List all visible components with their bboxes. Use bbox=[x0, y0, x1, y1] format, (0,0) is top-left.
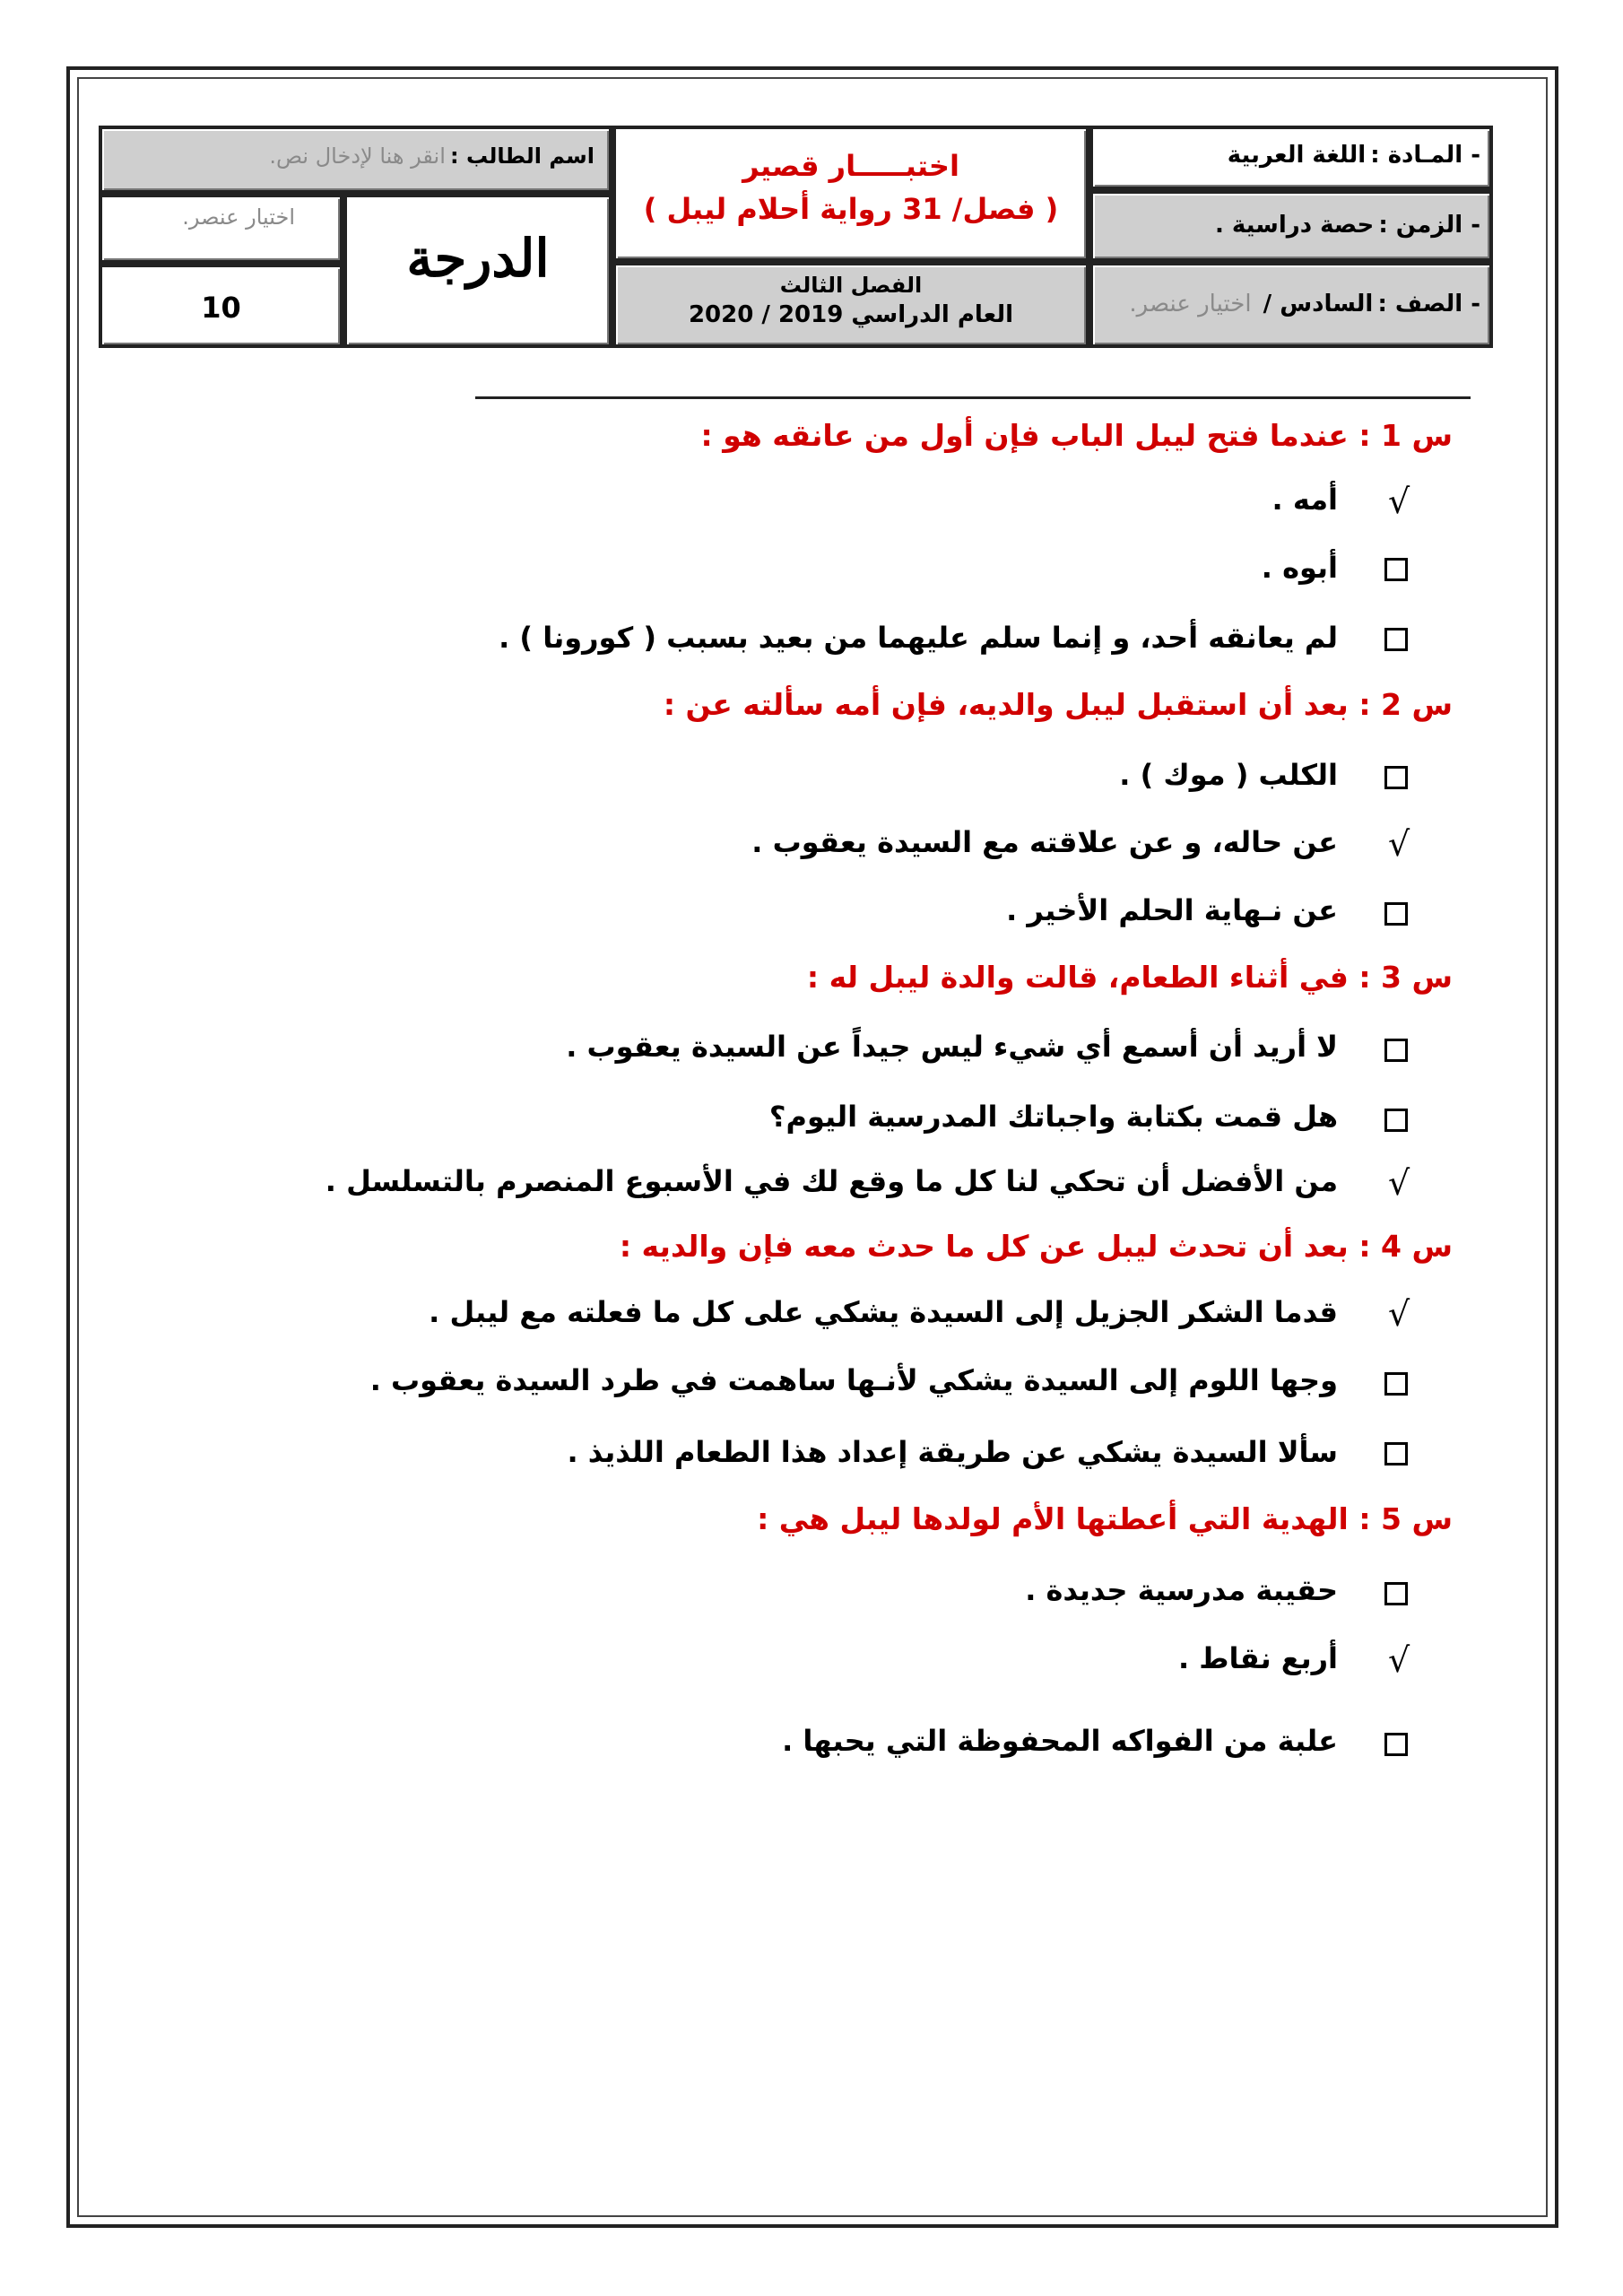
question-label: س 5 : bbox=[1358, 1501, 1453, 1536]
option-text: هل قمت بكتابة واجباتك المدرسية اليوم؟ bbox=[768, 1100, 1338, 1134]
grade-cell bbox=[1089, 262, 1493, 348]
check-mark[interactable]: √ bbox=[1388, 1640, 1410, 1680]
score-label: الدرجة bbox=[406, 228, 550, 289]
option-text: أبوه . bbox=[1261, 551, 1338, 585]
option-checkbox[interactable] bbox=[1384, 1442, 1408, 1465]
subject-cell bbox=[1089, 126, 1493, 190]
option-text: حقيبة مدرسية جديدة . bbox=[1025, 1573, 1338, 1607]
question-text: عندما فتح ليبل الباب فإن أول من عانقه هو : bbox=[700, 418, 1349, 453]
option-text: سألا السيدة يشكي عن طريقة إعداد هذا الطعام اللذيذ . bbox=[567, 1435, 1338, 1469]
option-checkbox[interactable] bbox=[1384, 1733, 1408, 1756]
option-text: وجها اللوم إلى السيدة يشكي لأنـها ساهمت في طرد السيدة يعقوب . bbox=[369, 1363, 1338, 1397]
option-text: لا أريد أن أسمع أي شيء ليس جيداً عن السيدة يعقوب . bbox=[566, 1030, 1338, 1064]
quiz-title-cell bbox=[612, 126, 1089, 262]
score-total-cell bbox=[99, 264, 343, 348]
option-text: من الأفضل أن تحكي لنا كل ما وقع لك في الأسبوع المنصرم بالتسلسل . bbox=[325, 1164, 1338, 1198]
student-name-cell bbox=[99, 126, 612, 194]
option-checkbox[interactable] bbox=[1384, 1039, 1408, 1062]
student-name-input[interactable]: انقر هنا لإدخال نص. bbox=[269, 144, 446, 169]
subject-label: - المـادة : bbox=[1370, 142, 1480, 169]
grade-label: - الصف : bbox=[1377, 291, 1480, 317]
question-label: س 2 : bbox=[1358, 687, 1453, 722]
question-text: في أثناء الطعام، قالت والدة ليبل له : bbox=[806, 960, 1349, 995]
check-mark[interactable]: √ bbox=[1388, 1163, 1410, 1203]
question-5 bbox=[757, 1501, 1453, 1536]
check-mark[interactable]: √ bbox=[1388, 824, 1410, 864]
grade-value: السادس / bbox=[1263, 291, 1374, 317]
time-value: حصة دراسية . bbox=[1214, 212, 1375, 239]
option-text: أربع نقاط . bbox=[1178, 1641, 1338, 1675]
option-checkbox[interactable] bbox=[1384, 766, 1408, 789]
grade-dropdown[interactable]: اختيار عنصر. bbox=[1129, 291, 1252, 317]
option-text: أمه . bbox=[1271, 483, 1338, 517]
option-text: علبة من الفواكه المحفوظة التي يحبها . bbox=[782, 1724, 1338, 1758]
option-checkbox[interactable] bbox=[1384, 628, 1408, 651]
option-checkbox[interactable] bbox=[1384, 1372, 1408, 1396]
question-text: بعد أن تحدث ليبل عن كل ما حدث معه فإن والديه : bbox=[619, 1229, 1349, 1264]
question-text: الهدية التي أعطتها الأم لولدها ليبل هي : bbox=[757, 1501, 1349, 1536]
check-mark[interactable]: √ bbox=[1388, 1294, 1410, 1334]
question-3 bbox=[807, 960, 1453, 995]
quiz-title: اختبـــــار قصير bbox=[742, 149, 959, 183]
question-1 bbox=[701, 418, 1453, 453]
question-4 bbox=[620, 1229, 1453, 1264]
score-dropdown-cell bbox=[99, 194, 343, 264]
option-checkbox[interactable] bbox=[1384, 1109, 1408, 1132]
term-cell bbox=[612, 262, 1089, 348]
score-label-cell bbox=[343, 194, 612, 348]
question-label: س 1 : bbox=[1358, 418, 1453, 453]
question-text: بعد أن استقبل ليبل والديه، فإن أمه سألته عن : bbox=[663, 687, 1349, 722]
question-2 bbox=[664, 687, 1453, 722]
time-label: - الزمن : bbox=[1378, 212, 1480, 239]
score-total: 10 bbox=[201, 291, 241, 325]
question-label: س 4 : bbox=[1358, 1229, 1453, 1264]
option-text: قدما الشكر الجزيل إلى السيدة يشكي على كل ما فعلته مع ليبل . bbox=[429, 1295, 1338, 1329]
option-checkbox[interactable] bbox=[1384, 902, 1408, 926]
quiz-subtitle: ( فصل/ 31 رواية أحلام ليبل ) bbox=[643, 192, 1059, 226]
option-checkbox[interactable] bbox=[1384, 558, 1408, 581]
question-label: س 3 : bbox=[1358, 960, 1453, 995]
option-text: الكلب ( موك ) . bbox=[1119, 758, 1338, 792]
term-text: الفصل الثالث bbox=[779, 273, 923, 298]
student-name-label: اسم الطالب : bbox=[449, 144, 595, 169]
option-text: لم يعانقه أحد، و إنما سلم عليهما من بعيد بسبب ( كورونا ) . bbox=[499, 621, 1338, 655]
check-mark[interactable]: √ bbox=[1388, 482, 1410, 521]
time-cell bbox=[1089, 190, 1493, 262]
option-checkbox[interactable] bbox=[1384, 1582, 1408, 1605]
subject-value: اللغة العربية bbox=[1227, 142, 1367, 169]
score-dropdown[interactable]: اختيار عنصر. bbox=[182, 204, 295, 230]
separator-line bbox=[475, 396, 1471, 399]
option-text: عن حاله، و عن علاقته مع السيدة يعقوب . bbox=[751, 825, 1338, 859]
school-year: العام الدراسي 2019 / 2020 bbox=[688, 301, 1014, 328]
option-text: عن نـهاية الحلم الأخير . bbox=[1006, 893, 1338, 927]
